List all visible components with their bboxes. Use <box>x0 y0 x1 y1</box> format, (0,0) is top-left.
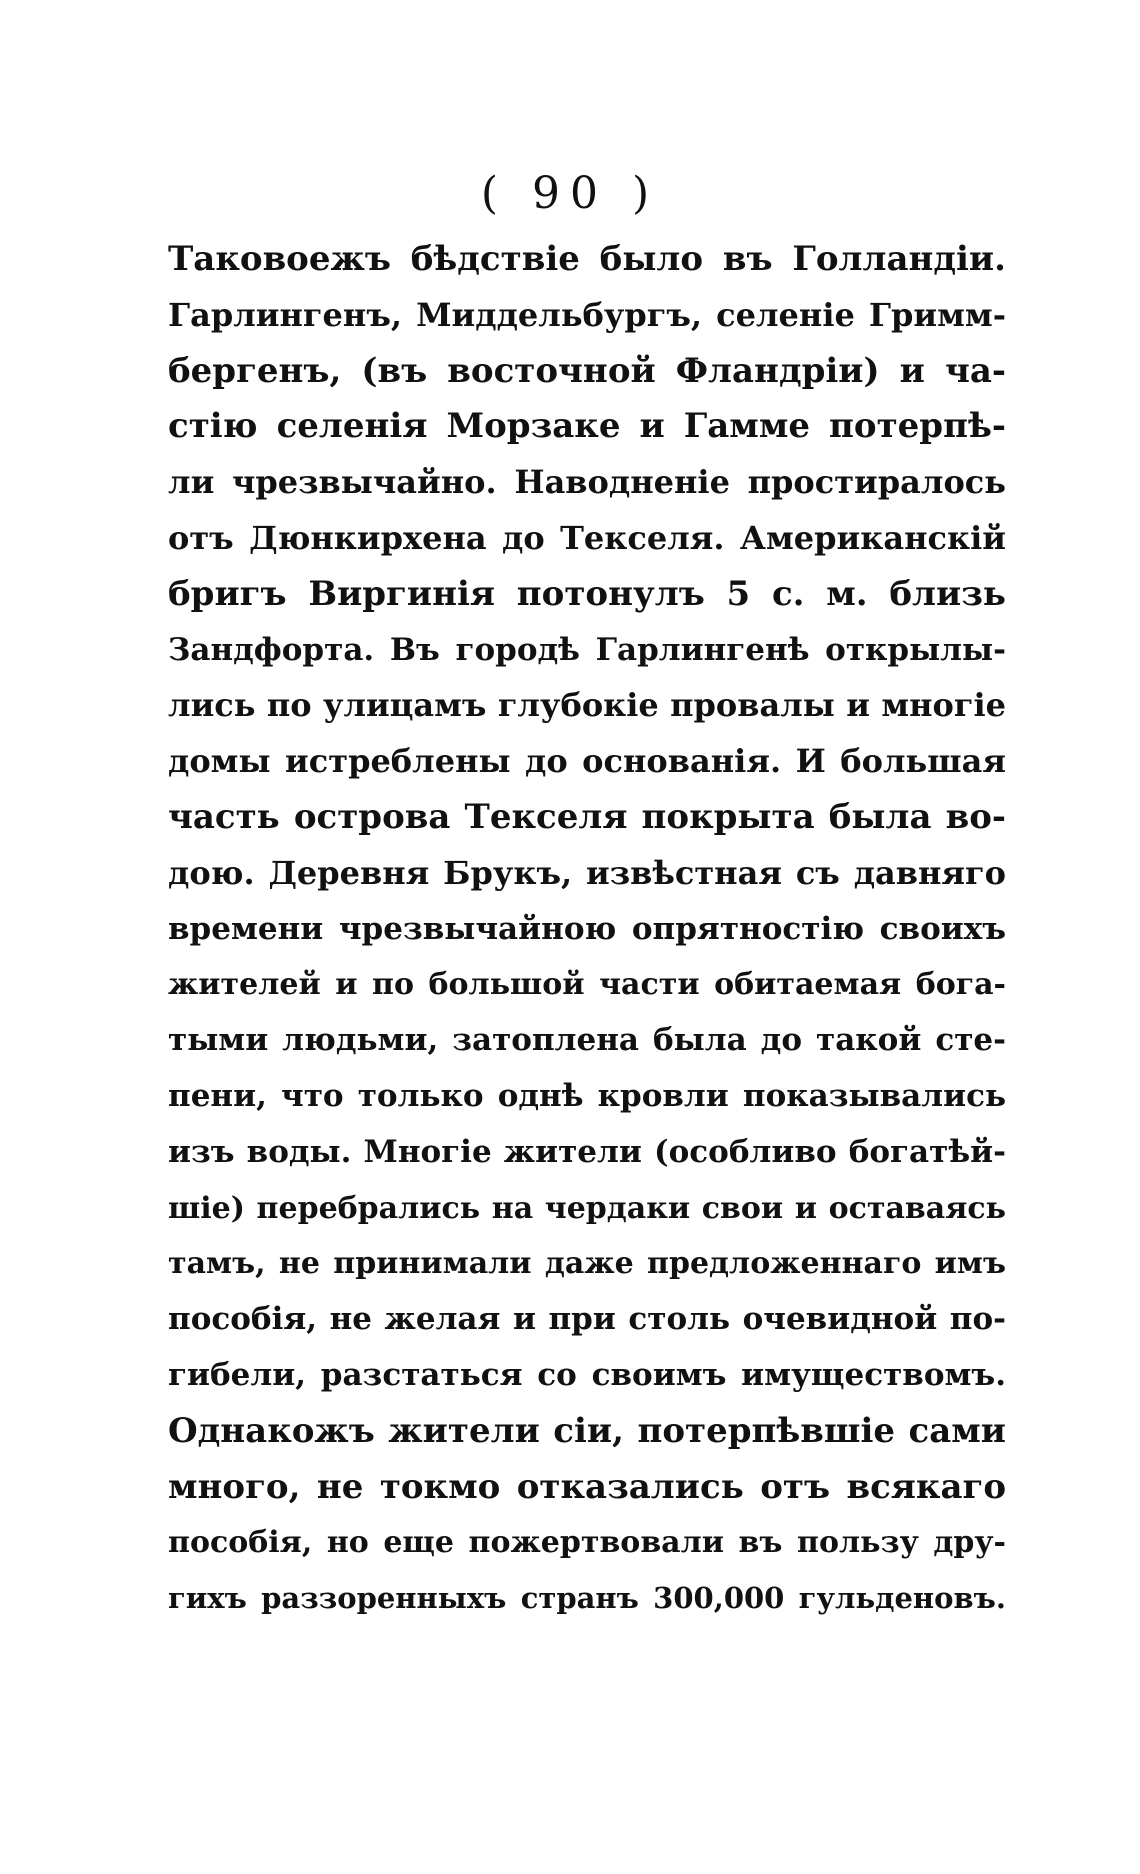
text-line: Однакожъ жители сіи, потерпѣвшіе сами <box>168 1410 1006 1451</box>
text-line: бригъ Виргинія потонулъ 5 с. м. близь <box>168 573 1006 614</box>
text-line: часть острова Текселя покрыта была во- <box>168 796 1006 837</box>
text-line: гихъ раззоренныхъ странъ 300,000 гульденовъ. <box>168 1581 1006 1616</box>
text-line: ли чрезвычайно. Наводненіе простиралось <box>168 463 1006 502</box>
text-line: бергенъ, (въ восточной Фландріи) и ча- <box>168 350 1006 391</box>
text-line: тамъ, не принимали даже предложеннаго имъ <box>168 1246 1006 1282</box>
text-line: Гарлингенъ, Миддельбургъ, селеніе Гримм- <box>168 295 1006 334</box>
text-line: времени чрезвычайною опрятностію своихъ <box>168 910 1006 947</box>
body-text <box>168 232 1006 1627</box>
text-line: пособія, но еще пожертвовали въ пользу дру- <box>168 1525 1006 1561</box>
text-line: шіе) перебрались на чердаки свои и оставаясь <box>168 1190 1006 1226</box>
text-line: стію селенія Морзаке и Гамме потерпѣ- <box>168 406 1006 447</box>
page-number: ( 90 ) <box>480 168 660 219</box>
text-line: жителей и по большой части обитаемая бога- <box>168 967 1006 1003</box>
text-line: пени, что только однѣ кровли показывались <box>168 1077 1006 1114</box>
text-line: Таковоежъ бѣдствіе было въ Голландіи. <box>168 239 1006 279</box>
text-line: дою. Деревня Брукъ, извѣстная съ давняго <box>168 853 1006 892</box>
text-line: домы истреблены до основанія. И большая <box>168 742 1006 781</box>
text-line: лись по улицамъ глубокіе провалы и многіе <box>168 686 1006 725</box>
text-line: отъ Дюнкирхена до Текселя. Американскій <box>168 518 1006 557</box>
text-line: гибели, разстаться со своимъ имуществомъ. <box>168 1356 1006 1393</box>
text-line: Зандфорта. Въ городѣ Гарлингенѣ открылы- <box>168 631 1006 668</box>
text-line: пособія, не желая и при столь очевидной по- <box>168 1301 1006 1338</box>
text-line: изъ воды. Многіе жители (особливо богатѣй- <box>168 1133 1006 1170</box>
text-line: много, не токмо отказались отъ всякаго <box>168 1466 1006 1507</box>
text-line: тыми людьми, затоплена была до такой сте- <box>168 1022 1006 1059</box>
